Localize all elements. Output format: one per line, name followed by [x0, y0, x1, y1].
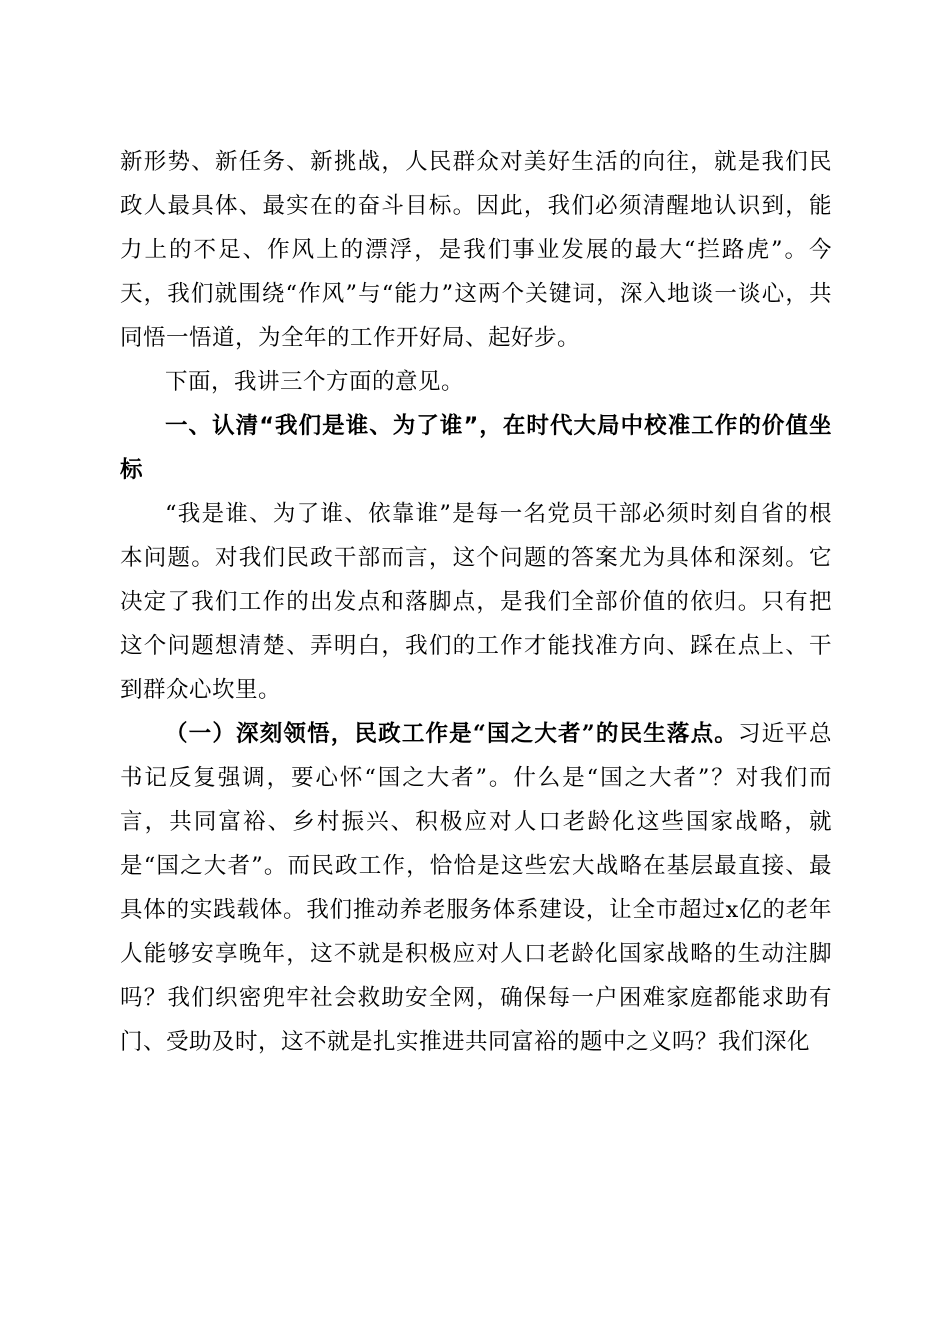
paragraph-subsection-1: [120, 712, 832, 1064]
subsection-body-1: 习近平总书记反复强调，要心怀“国之大者”。什么是“国之大者”？对我们而言，共同富裕、乡村振兴、积极应对人口老龄化这些国家战略，就是“国之大者”。而民政工作，恰恰是这些宏大战略在基层最直接、最具体的实践载体。我们推动养老服务体系建设，让全市超过x亿的老年人能够安享晚年，这不就是积极应对人口老龄化国家战略的生动注脚吗？我们织密兜牢社会救助安全网，确保每一户困难家庭都能求助有门、受助及时，这不就是扎实推进共同富裕的题中之义吗？我们深化: [120, 721, 832, 1055]
section-heading-1: 一、认清“我们是谁、为了谁”，在时代大局中校准工作的价值坐标: [120, 413, 832, 483]
subsection-heading-1: （一）深刻领悟，民政工作是“国之大者”的民生落点。: [165, 721, 738, 747]
paragraph-section-1: “我是谁、为了谁、依靠谁”是每一名党员干部必须时刻自省的根本问题。对我们民政干部而言，这个问题的答案尤为具体和深刻。它决定了我们工作的出发点和落脚点，是我们全部价值的依归。只有把这个问题想清楚、弄明白，我们的工作才能找准方向、踩在点上、干到群众心坎里。: [120, 501, 832, 703]
paragraph-outline: 下面，我讲三个方面的意见。: [165, 369, 465, 395]
document-body: [120, 140, 832, 1064]
paragraph-intro: 新形势、新任务、新挑战，人民群众对美好生活的向往，就是我们民政人最具体、最实在的奋斗目标。因此，我们必须清醒地认识到，能力上的不足、作风上的漂浮，是我们事业发展的最大“拦路虎”。今天，我们就围绕“作风”与“能力”这两个关键词，深入地谈一谈心，共同悟一悟道，为全年的工作开好局、起好步。: [120, 149, 832, 351]
